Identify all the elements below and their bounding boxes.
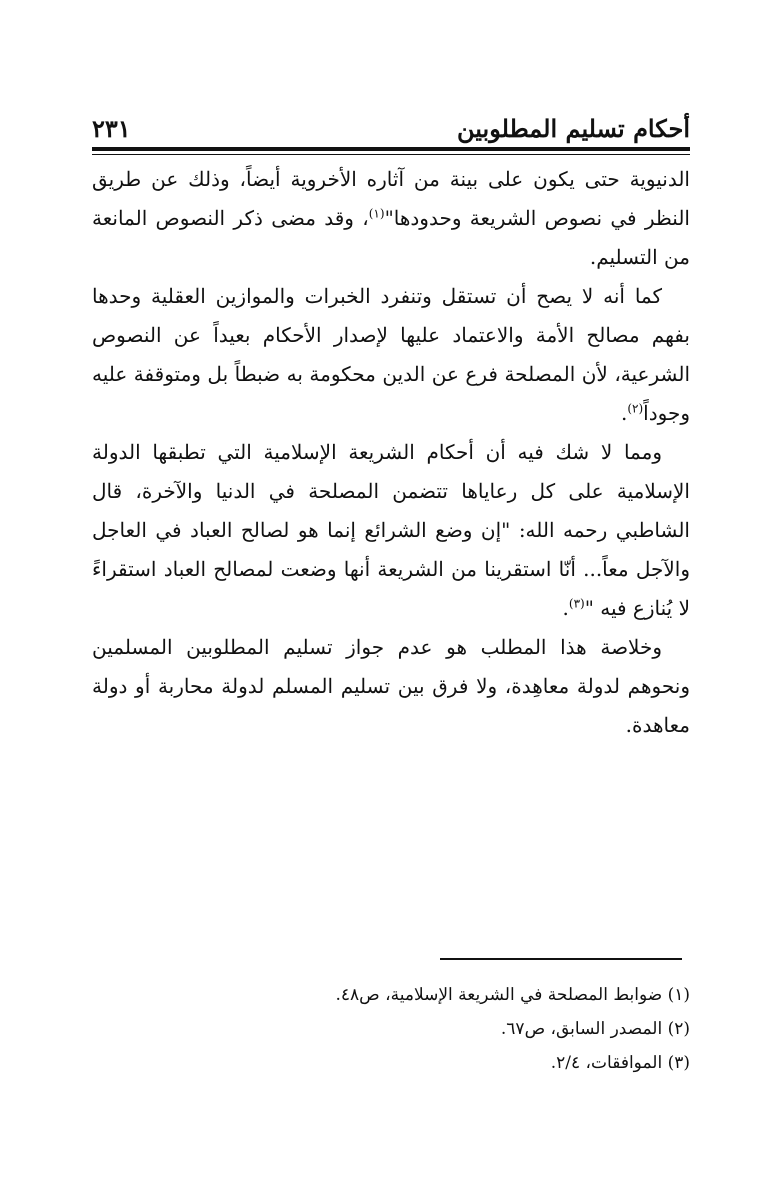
paragraph-1-text-b: ، وقد مضى ذكر النصوص المانعة من التسليم. [92,206,690,269]
paragraph-1-text-a: الدنيوية حتى يكون على بينة من آثاره الأخروية أيضاً، وذلك عن طريق النظر في نصوص الشريعة وحدودها" [92,167,690,230]
paragraph-2-text-b: . [620,401,628,425]
footnote-separator [440,958,682,960]
footnote-ref-1: (١) [368,206,385,221]
footnote-ref-2: (٢) [627,401,644,416]
paragraph-3 [92,433,690,628]
paragraph-2-text-a: كما أنه لا يصح أن تستقل وتنفرد الخبرات والموازين العقلية وحدها بفهم مصالح الأمة والاعتماد عليها لإصدار الأحكام بعيداً عن النصوص الشرعية، لأن المصلحة فرع عن الدين محكومة به ضبطاً بل ومتوقفة عليه وجوداً [92,284,690,425]
footnote-ref-3: (٣) [568,596,585,611]
paragraph-3-text-a: ومما لا شك فيه أن أحكام الشريعة الإسلامية التي تطبقها الدولة الإسلامية على كل رعاياها تتضمن المصلحة في الدنيا والآخرة، قال الشاطبي رحمه الله: "إن وضع الشرائع إنما هو لصالح العباد في العاجل والآجل معاً... أنّا استقرينا من الشريعة أنها وضعت لمصالح العباد استقراءً لا يُنازع فيه " [92,440,690,620]
footnote-2: (٢) المصدر السابق، ص٦٧. [500,1019,690,1039]
header-rule-thick [92,147,690,151]
paragraph-2 [92,277,690,433]
footnotes [92,978,690,1080]
page-header [92,108,690,148]
paragraph-3-text-b: . [562,596,569,620]
header-rule-thin [92,154,690,155]
footnote-1: (١) ضوابط المصلحة في الشريعة الإسلامية، ص٤٨. [335,985,690,1005]
footnote-3: (٣) الموافقات، ٢/٤. [550,1053,690,1073]
page-number: ٢٣١ [92,114,131,143]
paragraph-4: وخلاصة هذا المطلب هو عدم جواز تسليم المطلوبين المسلمين ونحوهم لدولة معاهِدة، ولا فرق بين تسليم المسلم لدولة محاربة أو دولة معاهدة. [92,635,690,737]
running-title: أحكام تسليم المطلوبين [457,114,690,143]
paragraph-1 [92,160,690,277]
main-text [92,160,690,745]
